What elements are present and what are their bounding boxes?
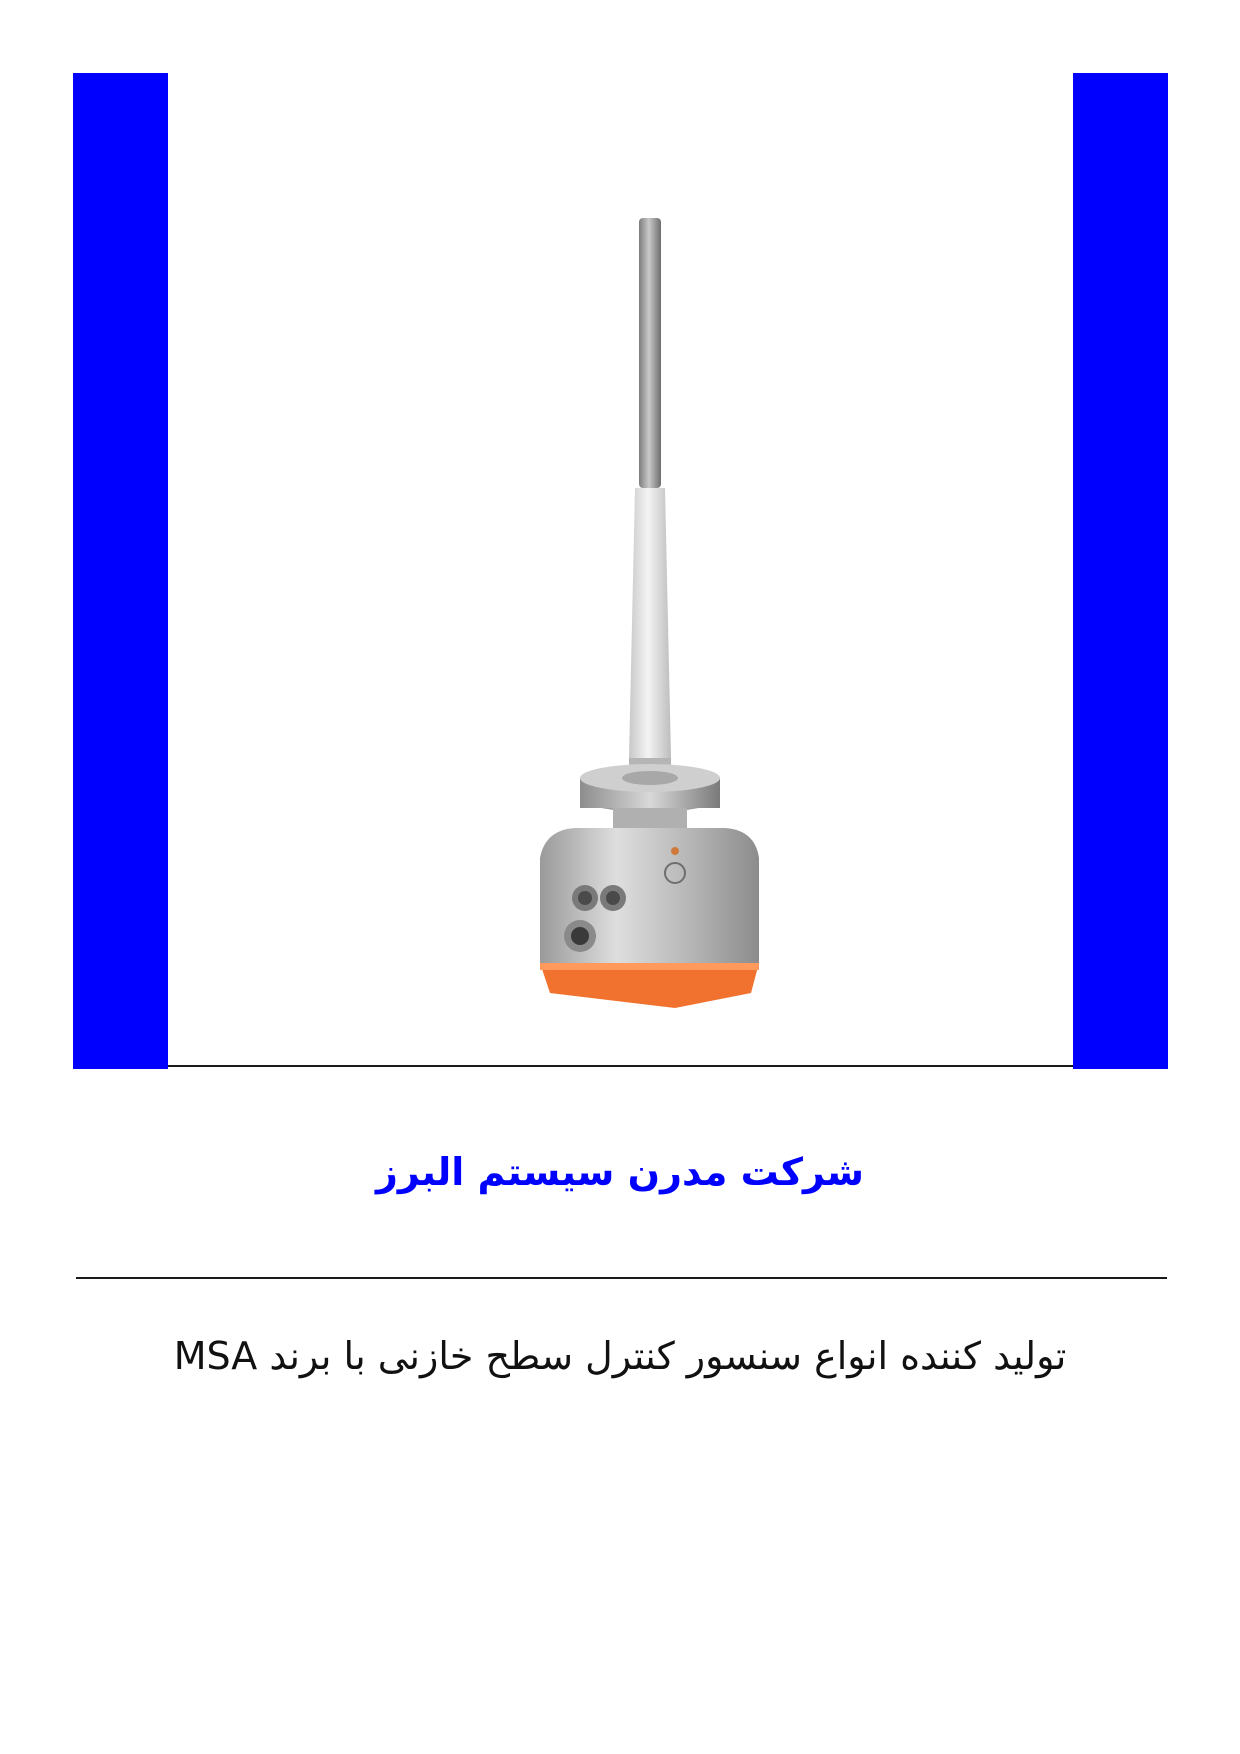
right-blue-bar — [1073, 73, 1168, 1069]
separator-line — [76, 1277, 1167, 1279]
frame-baseline — [168, 1065, 1073, 1067]
left-blue-bar — [73, 73, 168, 1069]
tagline: تولید کننده انواع سنسور کنترل سطح خازنی با برند MSA — [173, 1334, 1067, 1378]
header-frame — [73, 73, 1168, 1069]
product-photo — [525, 218, 785, 1028]
sensor-insulator — [629, 488, 671, 758]
sensor-rod — [639, 218, 661, 488]
company-name: شرکت مدرن سیستم البرز — [376, 1150, 864, 1194]
